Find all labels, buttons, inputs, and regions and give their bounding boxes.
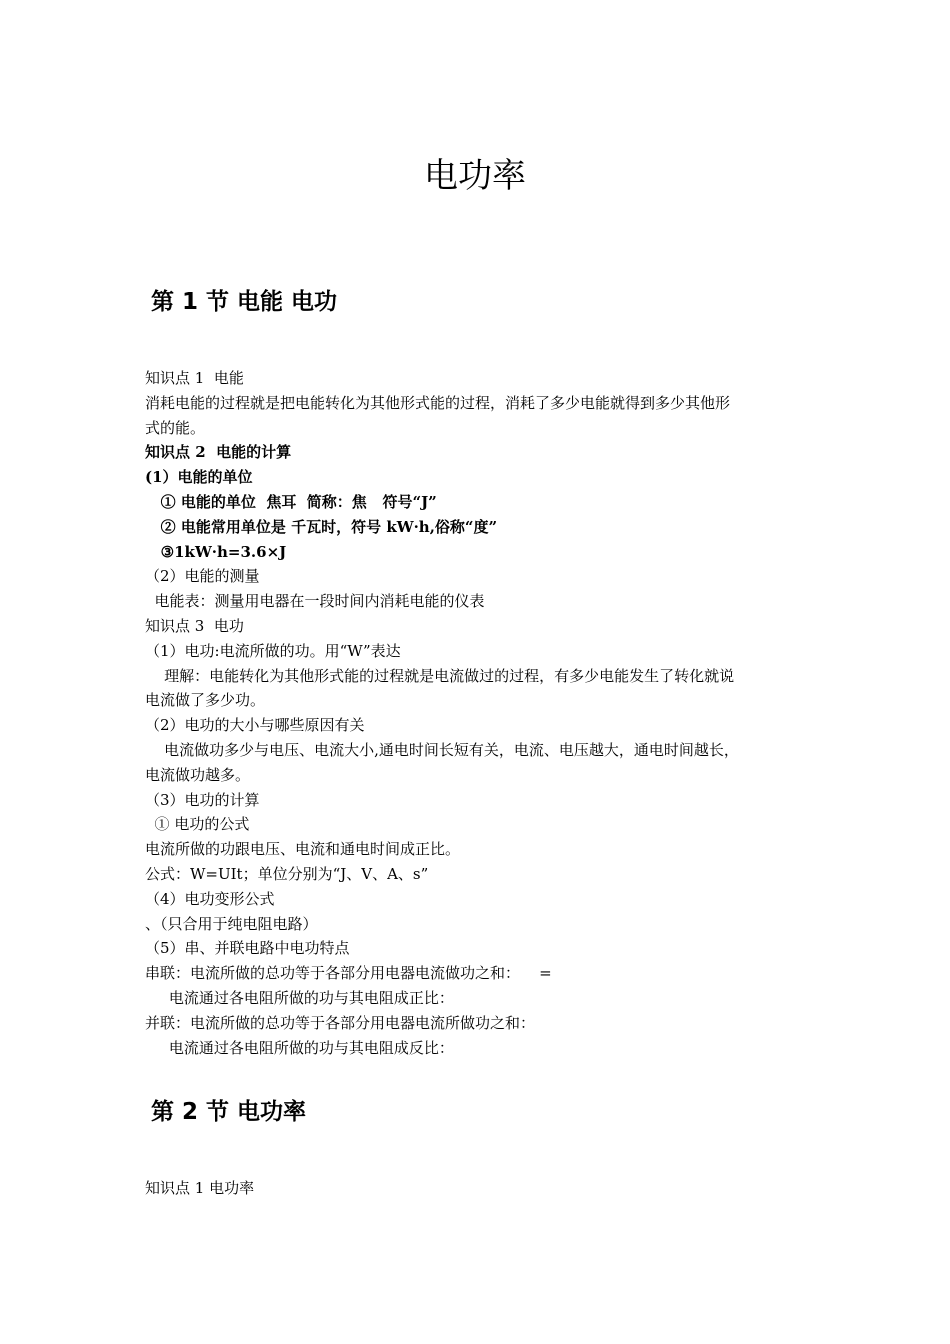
text-line: 式的能。 [145, 418, 206, 437]
text-line: 电流通过各电阻所做的功与其电阻成反比： [145, 1038, 454, 1057]
text-line: 电流做了多少功。 [145, 691, 266, 710]
text-line: 电流通过各电阻所做的功与其电阻成正比： [145, 988, 454, 1007]
section-1-body [145, 366, 810, 1060]
text-line: 知识点 3 电功 [145, 616, 244, 635]
text-line: 并联：电流所做的总功等于各部分用电器电流所做功之和： [145, 1013, 536, 1032]
text-line: （5）串、并联电路中电功特点 [145, 939, 350, 958]
text-line: （2）电能的测量 [145, 567, 260, 586]
text-line: （3）电功的计算 [145, 790, 260, 809]
text-line: ③1kW·h=3.6×J [145, 542, 287, 561]
text-line: ① 电功的公式 [145, 815, 250, 834]
text-line: 、（只合用于纯电阻电路） [145, 914, 318, 933]
text-line: 电流做功多少与电压、电流大小,通电时间长短有关，电流、电压越大，通电时间越长， [145, 740, 739, 759]
section-heading-2: 第 2 节 电功率 [151, 1099, 307, 1125]
text-line: 电能表：测量用电器在一段时间内消耗电能的仪表 [145, 592, 485, 611]
text-line: ① 电能的单位 焦耳 简称：焦 符号“J” [145, 492, 437, 511]
text-line: （4）电功变形公式 [145, 889, 275, 908]
text-line: 电流做功越多。 [145, 765, 251, 784]
text-line: 理解：电能转化为其他形式能的过程就是电流做过的过程，有多少电能发生了转化就说 [145, 666, 735, 685]
text-line: （2）电功的大小与哪些原因有关 [145, 716, 365, 735]
text-line: （1）电功:电流所做的功。用“W”表达 [145, 641, 401, 660]
text-line: 串联：电流所做的总功等于各部分用电器电流做功之和： = [145, 964, 552, 983]
section-heading-1: 第 1 节 电能 电功 [151, 289, 338, 315]
text-line: 消耗电能的过程就是把电能转化为其他形式能的过程，消耗了多少电能就得到多少其他形 [145, 393, 731, 412]
text-line: 知识点 1 电能 [145, 369, 244, 387]
text-line: (1）电能的单位 [145, 468, 253, 487]
document-title: 电功率 [424, 156, 526, 196]
text-line: 知识点 1 电功率 [145, 1179, 255, 1197]
text-line: 公式：W=UIt；单位分别为“J、V、A、s” [145, 864, 429, 883]
text-line: 电流所做的功跟电压、电流和通电时间成正比。 [145, 840, 461, 859]
text-line: ② 电能常用单位是 千瓦时，符号 kW·h,俗称“度” [145, 517, 498, 536]
text-line: 知识点 2 电能的计算 [145, 443, 292, 462]
